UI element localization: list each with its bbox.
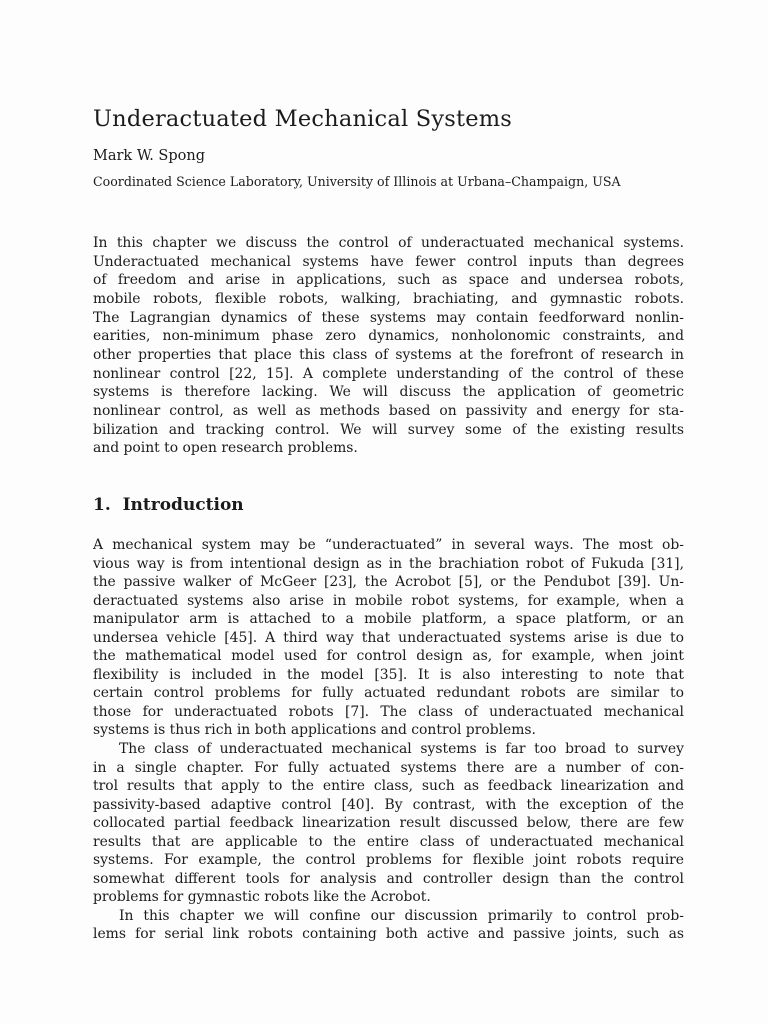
paragraph-line: deractuated systems also arise in mobile robot systems, for example, when a (93, 592, 684, 609)
section-heading (93, 495, 244, 515)
paper-title: Underactuated Mechanical Systems (93, 106, 513, 132)
abstract-line: nonlinear control [22, 15]. A complete understanding of the control of these (93, 365, 684, 382)
abstract-line: earities, non-minimum phase zero dynamics, nonholonomic constraints, and (93, 328, 684, 345)
paragraph-line: A mechanical system may be “underactuated” in several ways. The most ob- (93, 537, 684, 553)
author-affiliation: Coordinated Science Laboratory, University of Illinois at Urbana–Champaign, USA (93, 174, 621, 189)
abstract-line: other properties that place this class of systems at the forefront of research in (93, 346, 684, 363)
paragraph-line: systems. For example, the control problems for flexible joint robots require (93, 852, 684, 869)
paragraph-2 (93, 740, 684, 907)
abstract-line: mobile robots, flexible robots, walking, brachiating, and gymnastic robots. (93, 290, 684, 307)
paragraph-line: certain control problems for fully actuated redundant robots are similar to (93, 685, 684, 702)
author-name: Mark W. Spong (93, 148, 205, 164)
paragraph-line: the mathematical model used for control design as, for example, when joint (93, 648, 684, 665)
section-number: 1. (93, 495, 111, 515)
paragraph-3 (93, 907, 684, 944)
paragraph-line: results that are applicable to the entire class of underactuated mechanical (93, 833, 684, 850)
abstract-line: nonlinear control, as well as methods based on passivity and energy for sta- (93, 402, 684, 419)
paragraph-line: systems is thus rich in both applications and control problems. (93, 722, 536, 739)
abstract-line: of freedom and arise in applications, such as space and undersea robots, (93, 272, 684, 289)
paragraph-line: The class of underactuated mechanical systems is far too broad to survey (119, 741, 684, 758)
abstract-line: Underactuated mechanical systems have fewer control inputs than degrees (93, 253, 684, 270)
paragraph-line: manipulator arm is attached to a mobile platform, a space platform, or an (93, 611, 684, 628)
paragraph-line: trol results that apply to the entire class, such as feedback linearization and (93, 778, 684, 795)
paragraph-line: flexibility is included in the model [35]. It is also interesting to note that (93, 666, 684, 683)
paragraph-line: somewhat different tools for analysis and controller design than the control (93, 870, 684, 887)
paragraph-line: vious way is from intentional design as in the brachiation robot of Fukuda [31], (93, 555, 684, 572)
abstract-line: systems is therefore lacking. We will discuss the application of geometric (93, 384, 684, 401)
section-body (93, 536, 684, 944)
abstract-line: The Lagrangian dynamics of these systems may contain feedforward nonlin- (93, 309, 684, 326)
paragraph-line: collocated partial feedback linearization result discussed below, there are few (93, 815, 684, 832)
paragraph-line: passivity-based adaptive control [40]. By contrast, with the exception of the (93, 796, 684, 813)
paragraph-line: In this chapter we will confine our discussion primarily to control prob- (119, 907, 684, 924)
paragraph-1 (93, 536, 684, 740)
abstract (93, 234, 684, 458)
paragraph-line: those for underactuated robots [7]. The class of underactuated mechanical (93, 703, 684, 720)
paragraph-line: the passive walker of McGeer [23], the Acrobot [5], or the Pendubot [39]. Un- (93, 574, 684, 591)
section-title: Introduction (122, 495, 244, 515)
abstract-line: bilization and tracking control. We will survey some of the existing results (93, 421, 684, 438)
paragraph-line: undersea vehicle [45]. A third way that underactuated systems arise is due to (93, 629, 684, 646)
abstract-line: In this chapter we discuss the control of underactuated mechanical systems. (93, 235, 684, 251)
abstract-line: and point to open research problems. (93, 440, 358, 457)
paragraph-line: in a single chapter. For fully actuated systems there are a number of con- (93, 759, 684, 776)
paragraph-line: problems for gymnastic robots like the Acrobot. (93, 889, 431, 906)
paragraph-line: lems for serial link robots containing both active and passive joints, such as (93, 926, 684, 943)
